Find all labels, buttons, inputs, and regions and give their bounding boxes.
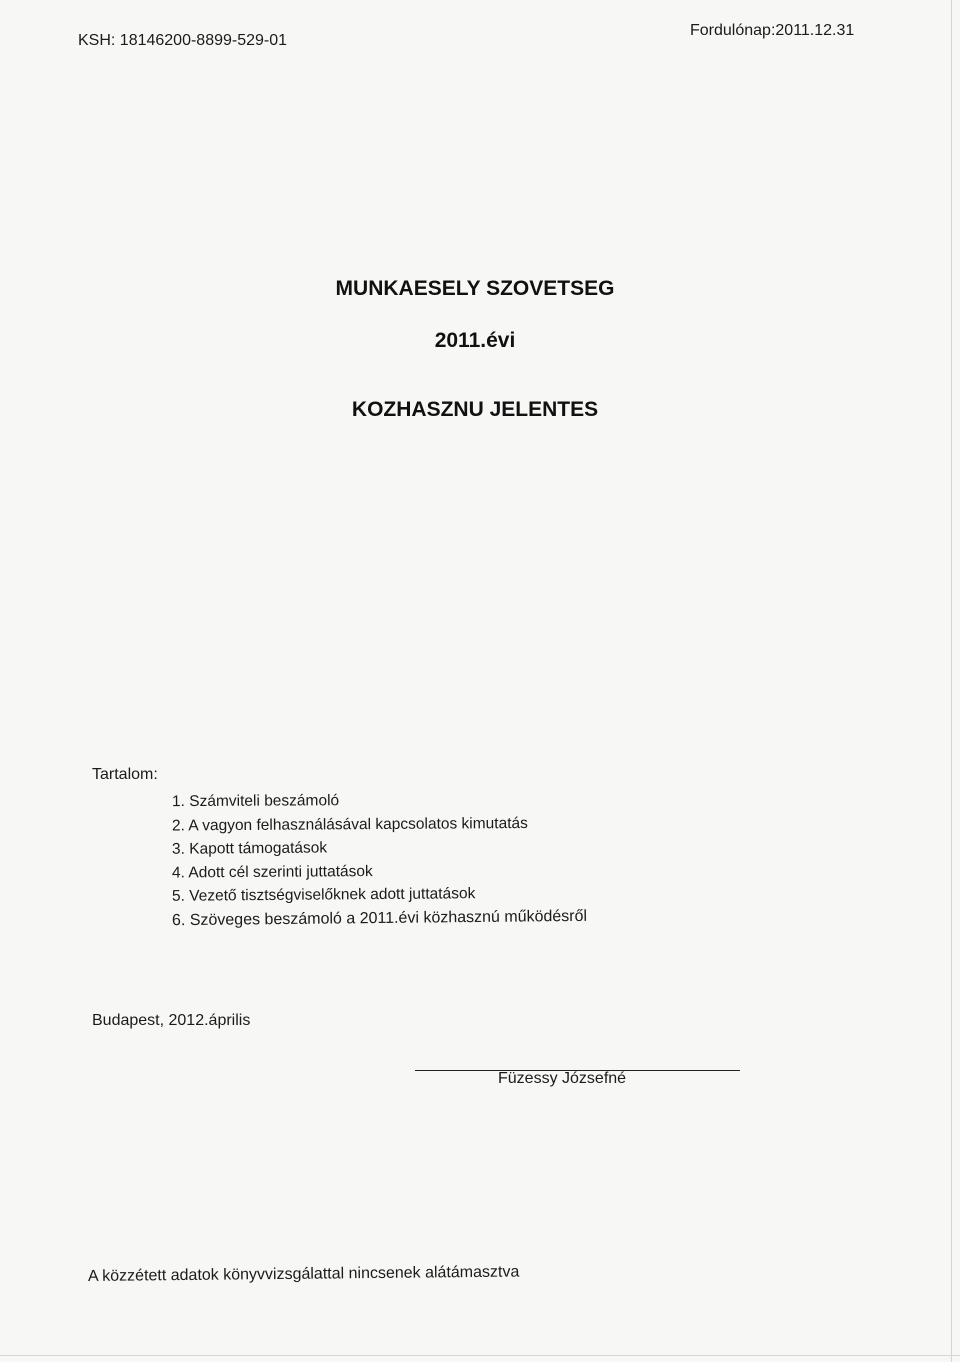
place-date: Budapest, 2012.április	[92, 1012, 251, 1029]
contents-label: Tartalom:	[92, 766, 158, 783]
organization-name: MUNKAESELY SZOVETSEG	[335, 277, 615, 300]
report-year: 2011.évi	[434, 329, 516, 352]
contents-list	[172, 789, 587, 930]
report-title: KOZHASZNU JELENTES	[351, 398, 599, 421]
signatory-name: Füzessy Józsefné	[498, 1070, 627, 1087]
contents-item: 5. Vezető tisztségviselőknek adott juttatások	[171, 885, 476, 905]
ksh-identifier: KSH: 18146200-8899-529-01	[78, 32, 288, 49]
footer-note: A közzétett adatok könyvvizsgálattal nincsenek alátámasztva	[87, 1263, 520, 1285]
reference-date: Fordulónap:2011.12.31	[690, 22, 855, 39]
contents-item: 6. Szöveges beszámoló a 2011.évi közhasznú működésről	[171, 907, 588, 929]
scan-edge-bottom	[0, 1355, 960, 1356]
contents-item: 2. A vagyon felhasználásával kapcsolatos kimutatás	[171, 814, 528, 834]
contents-item: 1. Számviteli beszámoló	[171, 792, 340, 811]
scan-edge-right	[951, 0, 952, 1362]
contents-item: 3. Kapott támogatások	[171, 839, 328, 858]
contents-item: 4. Adott cél szerinti juttatások	[171, 862, 373, 881]
